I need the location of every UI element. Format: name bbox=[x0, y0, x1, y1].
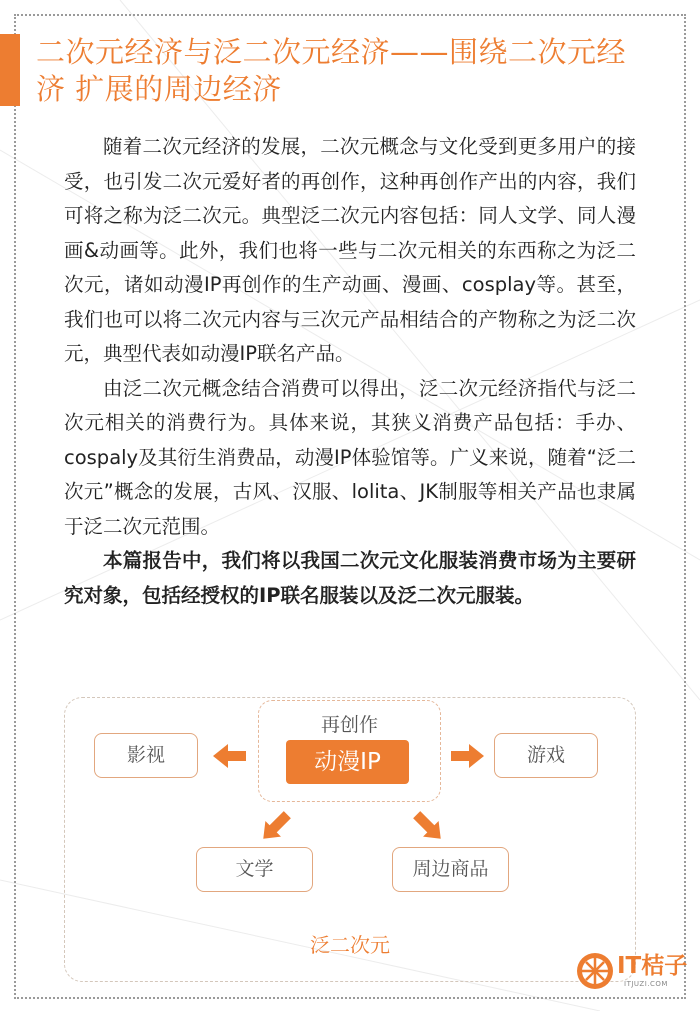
game-node: 游戏 bbox=[494, 733, 598, 778]
anime-ip-box: 动漫IP bbox=[286, 740, 409, 784]
page-title: 二次元经济与泛二次元经济——围绕二次元经济 扩展的周边经济 bbox=[36, 35, 627, 106]
pan-acg-label: 泛二次元 bbox=[310, 933, 390, 957]
merchandise-node: 周边商品 bbox=[392, 847, 509, 892]
orange-slice-logo-icon bbox=[576, 952, 614, 990]
center-caption: 再创作 bbox=[320, 714, 378, 736]
paragraph-2: 由泛二次元概念结合消费可以得出，泛二次元经济指代与泛二次元相关的消费行为。具体来说，其狭义消费产品包括：手办、cospaly及其衍生消费品，动漫IP体验馆等。广义来说，随着“泛二次元”概念的发展，古风、汉服、lolita、JK制服等相关产品也隶属于泛二次元范围。 bbox=[64, 376, 636, 538]
title-accent-bar bbox=[0, 34, 20, 106]
film-node: 影视 bbox=[94, 733, 198, 778]
paragraph-3-highlight: 本篇报告中，我们将以我国二次元文化服装消费市场为主要研究对象，包括经授权的IP联名服装以及泛二次元服装。 bbox=[64, 549, 636, 607]
literature-node: 文学 bbox=[196, 847, 313, 892]
paragraph-1: 随着二次元经济的发展，二次元概念与文化受到更多用户的接受，也引发二次元爱好者的再创作，这种再创作产出的内容，我们可将之称为泛二次元。典型泛二次元内容包括：同人文学、同人漫画&动画等。此外，我们也将一些与二次元相关的东西称之为泛二次元，诸如动漫IP再创作的生产动画、漫画、cosplay等。甚至，我们也可以将二次元内容与三次元产品相结合的产物称之为泛二次元，典型代表如动漫IP联名产品。 bbox=[64, 135, 636, 365]
logo-wordmark: IT桔子 bbox=[617, 953, 688, 979]
article-body bbox=[64, 130, 636, 613]
logo-domain: ITJUZI.COM bbox=[624, 980, 668, 988]
